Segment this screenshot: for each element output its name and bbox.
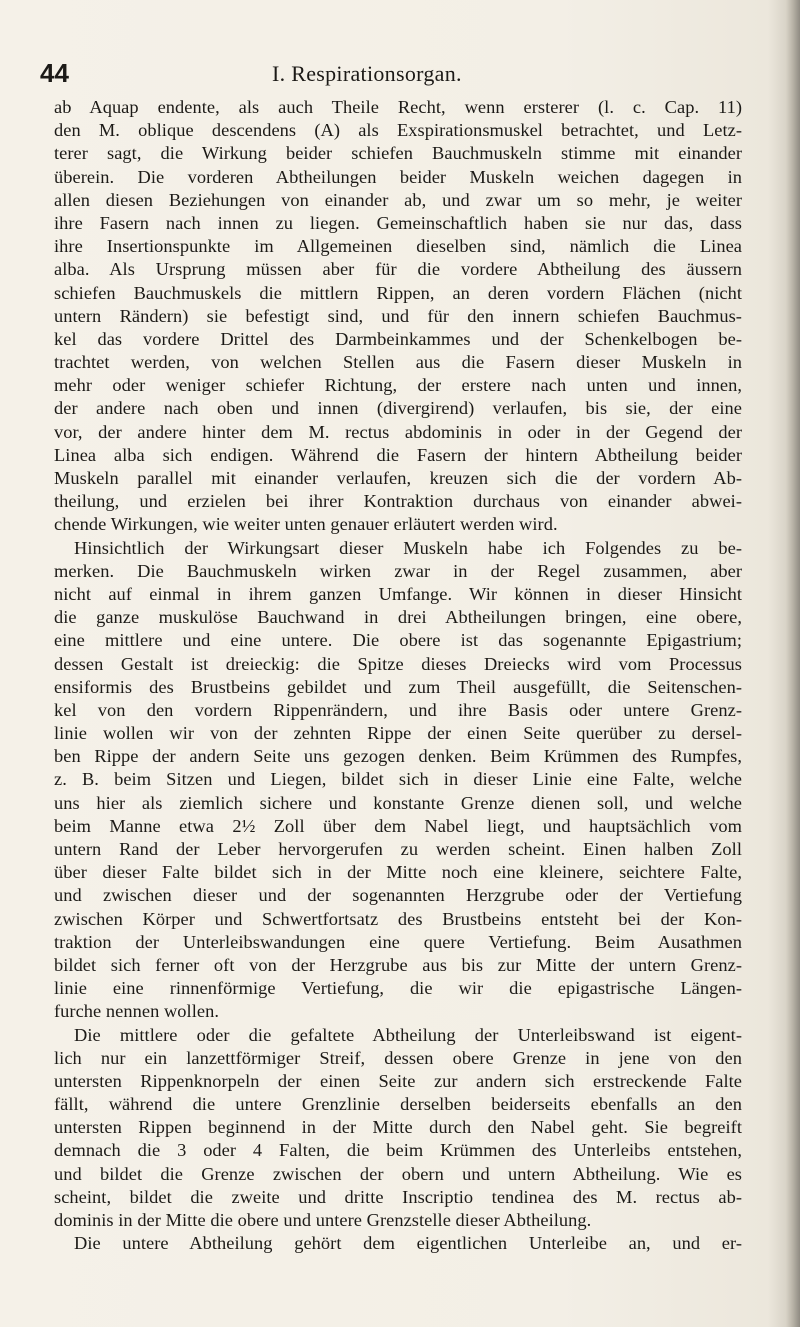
- text-line: zwischen Körper und Schwertfortsatz des Brustbeins entsteht bei der Kon-: [54, 908, 742, 929]
- text-line: überein. Die vorderen Abtheilungen beider Muskeln weichen dagegen in: [54, 166, 742, 187]
- text-line: mehr oder weniger schiefer Richtung, der erstere nach unten und innen,: [54, 375, 742, 396]
- text-line: demnach die 3 oder 4 Falten, die beim Krümmen des Unterleibs entstehen,: [54, 1140, 742, 1161]
- text-line: die ganze muskulöse Bauchwand in drei Abtheilungen bringen, eine obere,: [54, 607, 742, 628]
- text-line: untersten Rippenknorpeln der einen Seite zur andern sich erstreckende Falte: [54, 1070, 742, 1091]
- text-line: beim Manne etwa 2½ Zoll über dem Nabel liegt, und hauptsächlich vom: [54, 815, 742, 836]
- page-edge-shadow: [786, 0, 800, 1327]
- text-line: terer sagt, die Wirkung beider schiefen Bauchmuskeln stimme mit einander: [54, 143, 742, 164]
- text-line: uns hier als ziemlich sichere und konstante Grenze dienen soll, und welche: [54, 792, 742, 813]
- text-line: über dieser Falte bildet sich in der Mitte noch eine kleinere, seichtere Falte,: [54, 862, 742, 883]
- text-line: dominis in der Mitte die obere und untere Grenzstelle dieser Abtheilung.: [54, 1210, 592, 1230]
- text-line: z. B. beim Sitzen und Liegen, bildet sich in dieser Linie eine Falte, welche: [54, 769, 742, 790]
- text-line: scheint, bildet die zweite und dritte Inscriptio tendinea des M. rectus ab-: [54, 1186, 742, 1207]
- running-head: I. Respirationsorgan.: [272, 61, 462, 86]
- text-line: chende Wirkungen, wie weiter unten genauer erläutert werden wird.: [54, 514, 558, 535]
- text-line: merken. Die Bauchmuskeln wirken zwar in der Regel zusammen, aber: [54, 560, 742, 581]
- page-header: [40, 58, 730, 92]
- text-line: allen diesen Beziehungen von einander ab, und zwar um so mehr, je weiter: [54, 189, 742, 210]
- text-line: nicht auf einmal in ihrem ganzen Umfange. Wir können in dieser Hinsicht: [54, 583, 742, 604]
- text-line: untern Rand der Leber hervorgerufen zu werden scheint. Einen halben Zoll: [54, 839, 742, 859]
- text-line: eine mittlere und eine untere. Die obere ist das sogenannte Epigastrium;: [54, 630, 742, 651]
- text-line: theilung, und erzielen bei ihrer Kontraktion durchaus von einander abwei-: [54, 491, 742, 512]
- text-line: untersten Rippen beginnend in der Mitte durch den Nabel geht. Sie begreift: [54, 1117, 742, 1138]
- text-line: Die mittlere oder die gefaltete Abtheilung der Unterleibswand ist eigent-: [74, 1024, 742, 1045]
- text-line: alba. Als Ursprung müssen aber für die vordere Abtheilung des äussern: [54, 259, 742, 280]
- text-line: kel von den vordern Rippenrändern, und ihre Basis oder untere Grenz-: [54, 699, 742, 720]
- text-line: trachtet werden, von welchen Stellen aus die Fasern dieser Muskeln in: [54, 352, 742, 373]
- text-line: Die untere Abtheilung gehört dem eigentlichen Unterleibe an, und er-: [74, 1233, 742, 1254]
- text-line: kel das vordere Drittel des Darmbeinkammes und der Schenkelbogen be-: [54, 328, 742, 349]
- text-line: den M. oblique descendens (A) als Exspirationsmuskel betrachtet, und Letz-: [54, 120, 742, 141]
- text-line: ihre Fasern nach innen zu liegen. Gemeinschaftlich haben sie nur das, dass: [54, 212, 742, 233]
- text-line: dessen Gestalt ist dreieckig: die Spitze dieses Dreiecks wird vom Processus: [54, 653, 742, 674]
- page-number: 44: [40, 58, 69, 88]
- text-line: linie wollen wir von der zehnten Rippe der einen Seite querüber zu dersel-: [54, 723, 742, 744]
- text-line: traktion der Unterleibswandungen eine quere Vertiefung. Beim Ausathmen: [54, 931, 742, 952]
- text-line: ab Aquap endente, als auch Theile Recht, wenn ersterer (l. c. Cap. 11): [54, 97, 742, 117]
- body-text: [54, 96, 742, 1255]
- text-line: lich nur ein lanzettförmiger Streif, dessen obere Grenze in jene von den: [54, 1047, 742, 1068]
- text-line: linie eine rinnenförmige Vertiefung, die wir die epigastrische Längen-: [54, 978, 742, 999]
- text-line: ihre Insertionspunkte im Allgemeinen dieselben sind, nämlich die Linea: [54, 236, 742, 257]
- text-line: Linea alba sich endigen. Während die Fasern der hintern Abtheilung beider: [54, 444, 742, 465]
- text-line: der andere nach oben und innen (divergirend) verlaufen, bis sie, der eine: [54, 398, 742, 419]
- text-line: und bildet die Grenze zwischen der obern und untern Abtheilung. Wie es: [54, 1163, 742, 1184]
- text-line: bildet sich ferner oft von der Herzgrube aus bis zur Mitte der untern Grenz-: [54, 954, 742, 975]
- text-line: vor, der andere hinter dem M. rectus abdominis in oder in der Gegend der: [54, 421, 742, 442]
- text-line: ben Rippe der andern Seite uns gezogen denken. Beim Krümmen des Rumpfes,: [54, 746, 742, 767]
- text-line: furche nennen wollen.: [54, 1001, 219, 1022]
- text-line: Hinsichtlich der Wirkungsart dieser Muskeln habe ich Folgendes zu be-: [74, 537, 742, 558]
- text-line: und zwischen dieser und der sogenannten Herzgrube oder der Vertiefung: [54, 885, 742, 906]
- text-line: fällt, während die untere Grenzlinie derselben beiderseits ebenfalls an den: [54, 1094, 742, 1115]
- text-line: untern Rändern) sie befestigt sind, und für den innern schiefen Bauchmus-: [54, 305, 742, 326]
- text-line: schiefen Bauchmuskels die mittlern Rippen, an deren vordern Flächen (nicht: [54, 282, 742, 303]
- text-line: Muskeln parallel mit einander verlaufen, kreuzen sich die der vordern Ab-: [54, 468, 742, 488]
- text-line: ensiformis des Brustbeins gebildet und zum Theil ausgefüllt, die Seitenschen-: [54, 676, 742, 697]
